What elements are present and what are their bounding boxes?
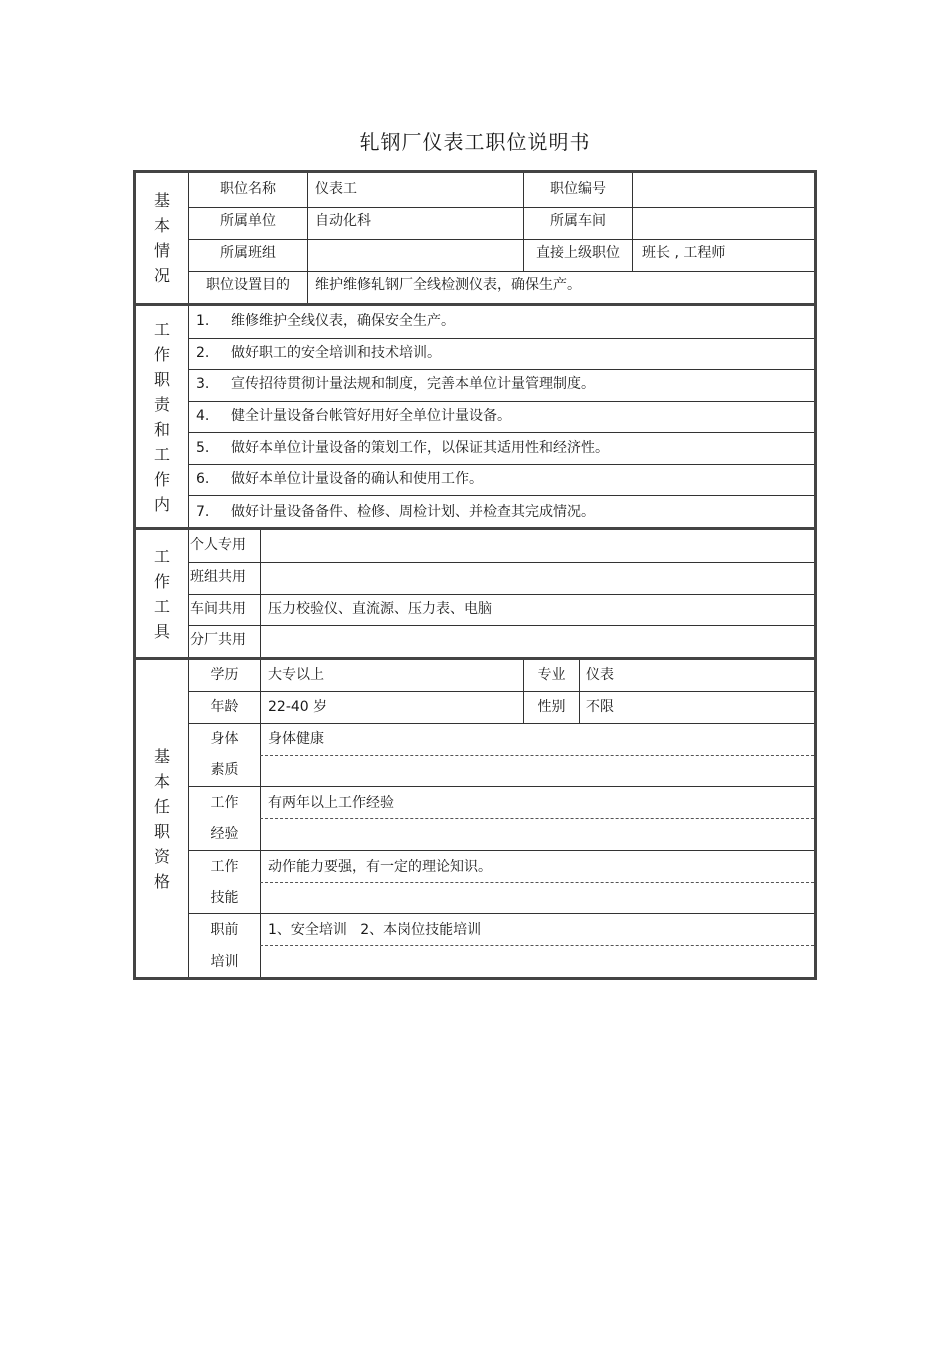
superior-label: 直接上级职位 bbox=[536, 245, 620, 261]
position-name-label: 职位名称 bbox=[220, 181, 276, 197]
duty-number: 7. bbox=[196, 504, 210, 520]
duty-text: 做好本单位计量设备的策划工作，以保证其适用性和经济性。 bbox=[231, 440, 609, 456]
unit-value: 自动化科 bbox=[315, 213, 371, 229]
tool-label: 车间共用 bbox=[190, 601, 246, 617]
duty-text: 做好本单位计量设备的确认和使用工作。 bbox=[231, 471, 483, 487]
duty-text: 做好职工的安全培训和技术培训。 bbox=[231, 345, 441, 361]
health-label: 素质 bbox=[210, 762, 239, 778]
skills-label: 工作 bbox=[210, 859, 239, 875]
major-label: 专业 bbox=[537, 667, 566, 683]
basic-info-section-title: 基 本 情 况 bbox=[153, 191, 170, 285]
age-label: 年龄 bbox=[210, 699, 239, 715]
training-label: 培训 bbox=[210, 954, 239, 970]
education-label: 学历 bbox=[210, 667, 239, 683]
superior-value: 班长 , 工程师 bbox=[642, 245, 726, 261]
duty-text: 健全计量设备台帐管好用好全单位计量设备。 bbox=[231, 408, 511, 424]
health-value: 身体健康 bbox=[268, 731, 324, 747]
workshop-label: 所属车间 bbox=[550, 213, 606, 229]
position-code-label: 职位编号 bbox=[550, 181, 606, 197]
duty-number: 2. bbox=[196, 345, 210, 361]
major-value: 仪表 bbox=[586, 667, 614, 683]
experience-label: 经验 bbox=[210, 826, 239, 842]
gender-value: 不限 bbox=[586, 699, 614, 715]
duties-section-title: 工 作 职 责 和 工 作 内 bbox=[153, 319, 170, 514]
duty-number: 1. bbox=[196, 313, 210, 329]
tool-value: 压力校验仪、直流源、压力表、电脑 bbox=[268, 601, 492, 617]
education-value: 大专以上 bbox=[268, 667, 324, 683]
duty-text: 做好计量设备备件、检修、周检计划、并检查其完成情况。 bbox=[231, 504, 595, 520]
age-value: 22-40 岁 bbox=[268, 699, 328, 715]
duty-text: 宣传招待贯彻计量法规和制度，完善本单位计量管理制度。 bbox=[231, 376, 595, 392]
gender-label: 性别 bbox=[537, 699, 566, 715]
experience-value: 有两年以上工作经验 bbox=[268, 795, 394, 811]
tools-section-title: 工 作 工 具 bbox=[153, 546, 170, 641]
skills-label: 技能 bbox=[210, 890, 239, 906]
duty-number: 4. bbox=[196, 408, 210, 424]
page-title: 轧钢厂仪表工职位说明书 bbox=[359, 130, 591, 154]
tool-label: 班组共用 bbox=[190, 569, 246, 585]
training-label: 职前 bbox=[210, 922, 239, 938]
health-label: 身体 bbox=[210, 731, 239, 747]
duty-number: 3. bbox=[196, 376, 210, 392]
unit-label: 所属单位 bbox=[220, 213, 276, 229]
tool-label: 分厂共用 bbox=[190, 632, 246, 648]
job-description-table bbox=[133, 170, 817, 980]
tool-label: 个人专用 bbox=[190, 537, 246, 553]
purpose-label: 职位设置目的 bbox=[206, 277, 290, 293]
position-name-value: 仪表工 bbox=[315, 181, 357, 197]
duty-number: 5. bbox=[196, 440, 210, 456]
purpose-value: 维护维修轧钢厂全线检测仪表，确保生产。 bbox=[315, 277, 581, 293]
training-value: 1、安全培训 2、本岗位技能培训 bbox=[268, 922, 482, 938]
duty-text: 维修维护全线仪表，确保安全生产。 bbox=[231, 313, 455, 329]
qualifications-section-title: 基 本 任 职 资 格 bbox=[153, 746, 170, 891]
experience-label: 工作 bbox=[210, 795, 239, 811]
skills-value: 动作能力要强，有一定的理论知识。 bbox=[268, 859, 492, 875]
duty-number: 6. bbox=[196, 471, 210, 487]
team-label: 所属班组 bbox=[220, 245, 276, 261]
